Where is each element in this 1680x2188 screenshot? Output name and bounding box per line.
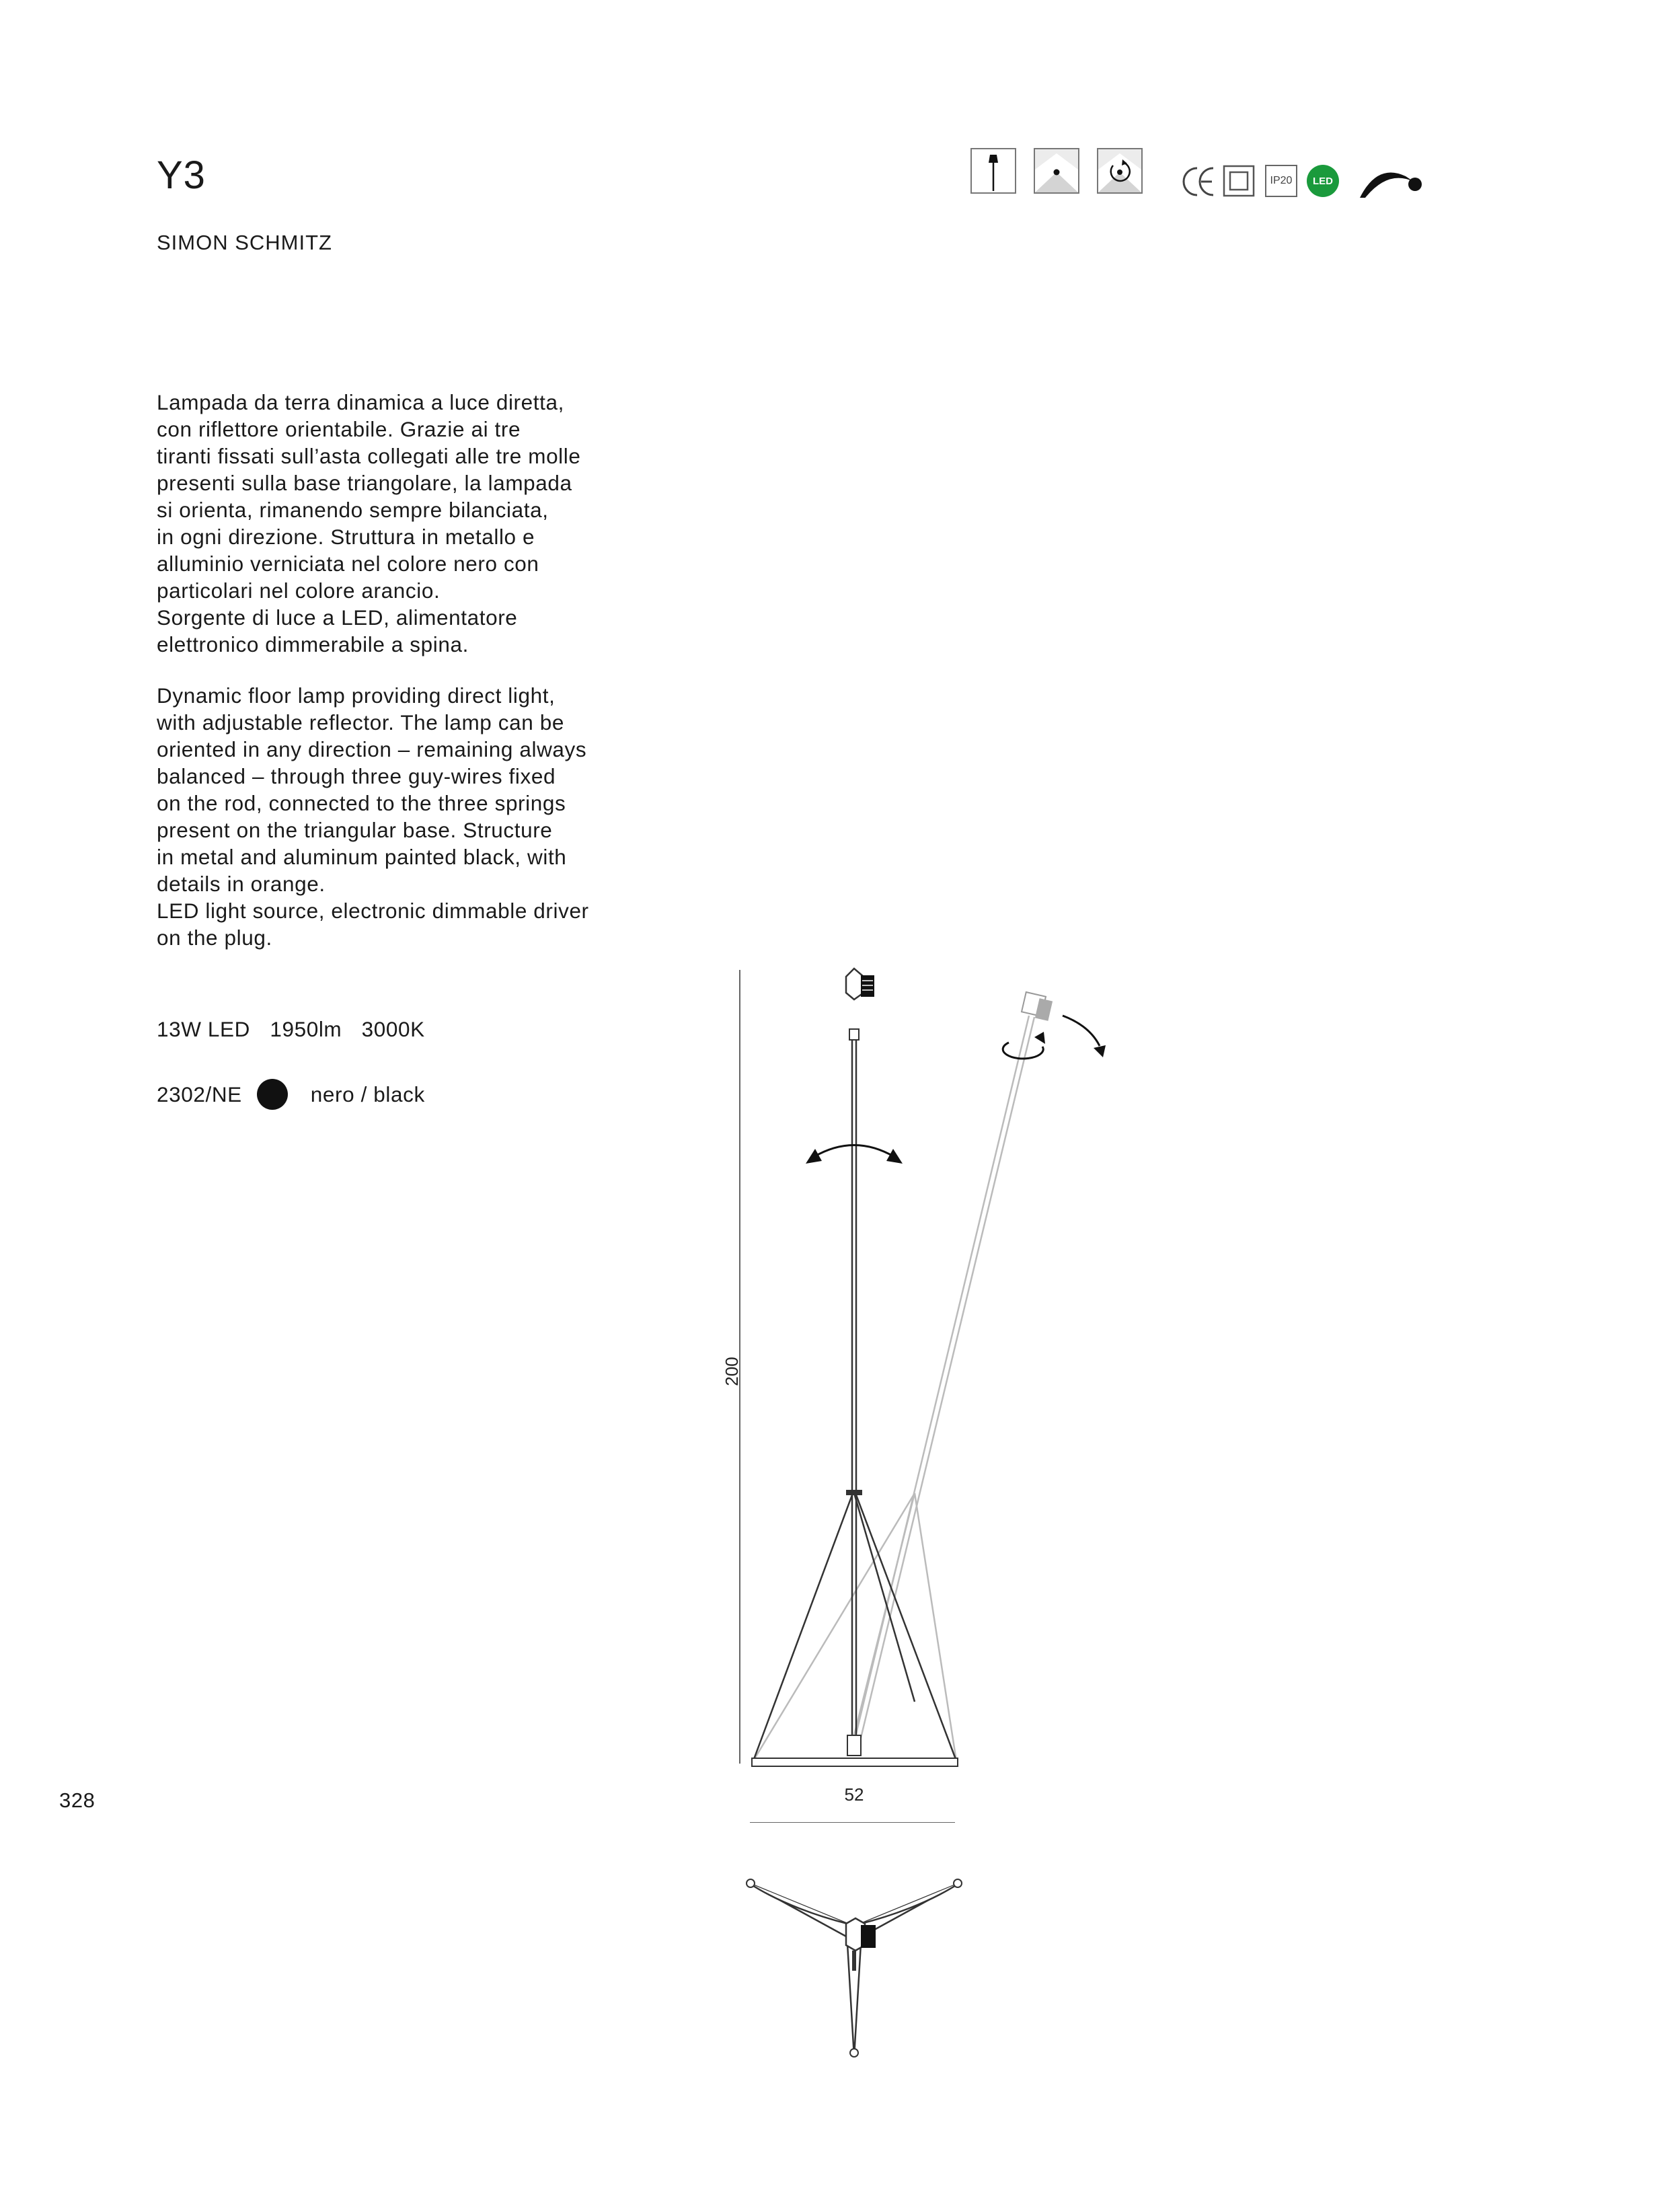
description-line: particolari nel colore arancio. xyxy=(157,578,441,603)
led-icon: LED xyxy=(1307,165,1339,197)
product-title: Y3 xyxy=(157,153,206,197)
page-number: 328 xyxy=(59,1788,96,1812)
width-dimension: 52 xyxy=(844,1784,864,1805)
description-line: LED light source, electronic dimmable driver xyxy=(157,899,589,923)
description-line: si orienta, rimanendo sempre bilanciata, xyxy=(157,498,549,522)
lamp-plan-drawing xyxy=(740,1870,968,2065)
description-line: Lampada da terra dinamica a luce diretta, xyxy=(157,390,564,414)
variant-row xyxy=(157,1077,425,1112)
color-swatch xyxy=(257,1079,288,1110)
dimmer-icon xyxy=(1357,163,1422,199)
description-line: on the rod, connected to the three springs xyxy=(157,791,566,815)
spec-power: 13W LED xyxy=(157,1017,250,1041)
light-specs xyxy=(157,1019,438,1041)
floor-lamp-icon xyxy=(970,148,1016,194)
description-line: in ogni direzione. Struttura in metallo e xyxy=(157,525,535,549)
designer-name: SIMON SCHMITZ xyxy=(157,231,332,254)
direct-light-icon xyxy=(1034,148,1079,194)
description-line: con riflettore orientabile. Grazie ai tre xyxy=(157,417,521,441)
description-italian xyxy=(157,389,668,658)
description-line: presenti sulla base triangolare, la lampada xyxy=(157,471,572,495)
variant-finish: nero / black xyxy=(310,1082,425,1106)
description-line: elettronico dimmerabile a spina. xyxy=(157,632,469,656)
spec-color-temp: 3000K xyxy=(361,1017,425,1041)
description-line: balanced – through three guy-wires fixed xyxy=(157,764,556,788)
description-line: tiranti fissati sull’asta collegati alle tre molle xyxy=(157,444,581,468)
height-dimension: 200 xyxy=(722,1357,742,1386)
description-line: with adjustable reflector. The lamp can be xyxy=(157,710,564,734)
adjustable-light-icon xyxy=(1097,148,1143,194)
description-line: in metal and aluminum painted black, with xyxy=(157,845,567,869)
description-line: details in orange. xyxy=(157,872,326,896)
variant-code: 2302/NE xyxy=(157,1082,242,1106)
description-line: oriented in any direction – remaining always xyxy=(157,737,587,761)
description-line: on the plug. xyxy=(157,926,272,950)
class-ii-icon xyxy=(1223,165,1255,197)
ip20-icon: IP20 xyxy=(1265,165,1297,197)
description-line: Dynamic floor lamp providing direct light, xyxy=(157,683,556,708)
description-english xyxy=(157,682,668,951)
description-line: Sorgente di luce a LED, alimentatore xyxy=(157,605,518,630)
description-line: alluminio verniciata nel colore nero con xyxy=(157,552,539,576)
description-line: present on the triangular base. Structure xyxy=(157,818,553,842)
spec-lumens: 1950lm xyxy=(270,1017,342,1041)
ce-mark-icon xyxy=(1181,164,1216,199)
lamp-elevation-drawing xyxy=(713,962,1130,1823)
